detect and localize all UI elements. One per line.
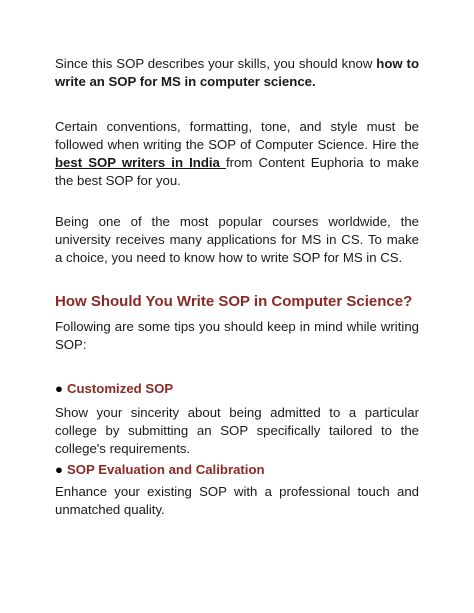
tip-body-customized: Show your sincerity about being admitted to a particular college by submitting an SOP specifically tailored to the college's requirements. — [55, 405, 419, 456]
sop-writers-link[interactable]: best SOP writers in India — [55, 155, 226, 170]
bullet-icon: ● — [55, 381, 63, 396]
conventions-paragraph — [55, 118, 419, 190]
conventions-text: Certain conventions, formatting, tone, and style must be followed when writing the SOP of Computer Science. Hire the — [55, 119, 419, 152]
section-lead: Following are some tips you should keep in mind while writing SOP: — [55, 319, 419, 352]
tip-title: Customized SOP — [66, 381, 174, 396]
intro-text: Since this SOP describes your skills, you should know — [55, 56, 377, 71]
intro-bold-text: how to write an SOP for MS in computer science. — [55, 56, 419, 89]
section-heading: How Should You Write SOP in Computer Science? — [55, 293, 413, 310]
tip-body-evaluation: Enhance your existing SOP with a professional touch and unmatched quality. — [55, 484, 419, 517]
tip-heading-evaluation — [55, 461, 419, 479]
popular-paragraph: Being one of the most popular courses worldwide, the university receives many applications for MS in CS. To make a choice, you need to know how to write SOP for MS in CS. — [55, 214, 419, 265]
tip-title: SOP Evaluation and Calibration — [66, 462, 265, 477]
conventions-text-after: from Content Euphoria to make the best SOP for you. — [55, 155, 419, 188]
tip-heading-customized — [55, 380, 419, 398]
intro-paragraph — [55, 55, 419, 91]
bullet-icon: ● — [55, 462, 63, 477]
